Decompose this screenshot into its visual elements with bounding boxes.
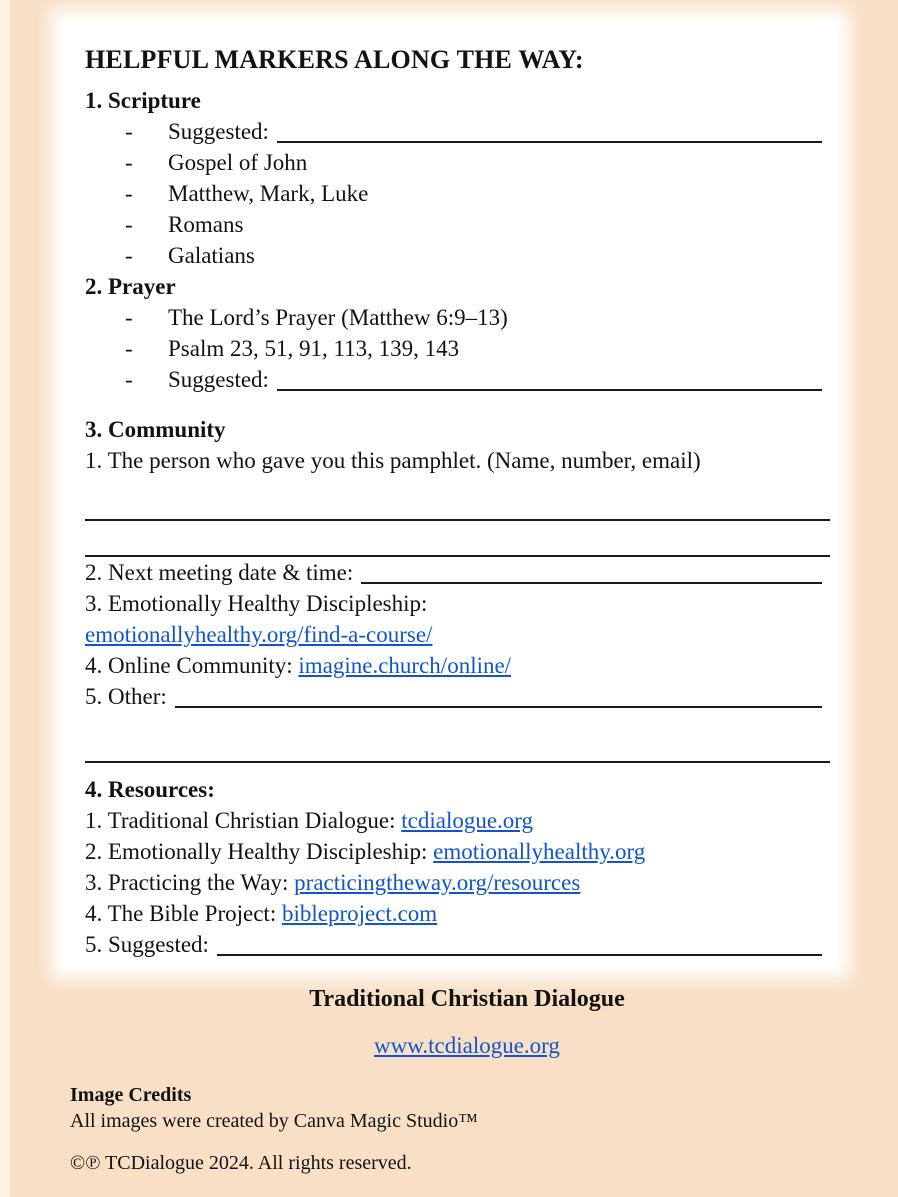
online-community-label: 4. Online Community: bbox=[85, 653, 293, 678]
page-title: HELPFUL MARKERS ALONG THE WAY: bbox=[85, 45, 584, 74]
list-item bbox=[85, 209, 822, 240]
resource-label: 3. Practicing the Way: bbox=[85, 870, 289, 895]
section-heading-community: 3. Community bbox=[85, 417, 226, 442]
list-item bbox=[85, 178, 822, 209]
emotionallyhealthy-course-link[interactable]: emotionallyhealthy.org/find-a-course/ bbox=[85, 622, 433, 647]
dash-bullet: - bbox=[125, 305, 133, 330]
dash-bullet: - bbox=[125, 181, 133, 206]
list-item bbox=[85, 240, 822, 271]
dash-bullet: - bbox=[125, 367, 133, 392]
write-in-line bbox=[175, 681, 822, 708]
write-in-line bbox=[361, 557, 822, 584]
resource-label: 4. The Bible Project: bbox=[85, 901, 277, 926]
section-heading-resources: 4. Resources: bbox=[85, 777, 215, 802]
community-item-5 bbox=[85, 681, 822, 712]
copyright-text: ©℗ TCDialogue 2024. All rights reserved. bbox=[70, 1152, 412, 1174]
bibleproject-link[interactable]: bibleproject.com bbox=[281, 901, 438, 926]
write-in-line bbox=[217, 929, 822, 956]
resource-item-2 bbox=[85, 836, 822, 867]
suggested-label: 5. Suggested: bbox=[85, 932, 209, 957]
other-label: 5. Other: bbox=[85, 684, 167, 709]
section-heading-scripture: 1. Scripture bbox=[85, 88, 201, 113]
write-in-line bbox=[85, 488, 830, 521]
write-in-line bbox=[277, 364, 822, 391]
resource-label: 2. Emotionally Healthy Discipleship: bbox=[85, 839, 428, 864]
section-heading-prayer: 2. Prayer bbox=[85, 274, 176, 299]
community-item-4 bbox=[85, 650, 822, 681]
resource-item-4 bbox=[85, 898, 822, 929]
dash-bullet: - bbox=[125, 212, 133, 237]
community-item-1: 1. The person who gave you this pamphlet. (Name, number, email) bbox=[85, 448, 701, 473]
resource-item-5 bbox=[85, 929, 822, 960]
list-item bbox=[85, 147, 822, 178]
list-item bbox=[85, 333, 822, 364]
emotionallyhealthy-link[interactable]: emotionallyhealthy.org bbox=[433, 839, 646, 864]
imagine-church-link[interactable]: imagine.church/online/ bbox=[298, 653, 512, 678]
write-in-line bbox=[85, 730, 830, 763]
list-item-label: Gospel of John bbox=[168, 150, 308, 175]
dash-bullet: - bbox=[125, 150, 133, 175]
resource-label: 1. Traditional Christian Dialogue: bbox=[85, 808, 396, 833]
next-meeting-label: 2. Next meeting date & time: bbox=[85, 560, 354, 585]
resource-item-3 bbox=[85, 867, 822, 898]
tcdialogue-link[interactable]: tcdialogue.org bbox=[401, 808, 534, 833]
suggested-label: Suggested: bbox=[168, 367, 269, 392]
list-item-label: The Lord’s Prayer (Matthew 6:9–13) bbox=[168, 305, 508, 330]
footer bbox=[0, 984, 898, 1060]
footer-org-name: Traditional Christian Dialogue bbox=[309, 986, 625, 1012]
resource-item-1 bbox=[85, 805, 822, 836]
write-in-line bbox=[85, 524, 830, 557]
dash-bullet: - bbox=[125, 119, 133, 144]
community-item-3-link-line bbox=[85, 619, 822, 650]
suggested-label: Suggested: bbox=[168, 119, 269, 144]
list-item bbox=[85, 302, 822, 333]
image-credits-heading: Image Credits bbox=[70, 1084, 192, 1106]
list-item-suggested-prayer bbox=[85, 364, 822, 395]
list-item-label: Romans bbox=[168, 212, 244, 237]
list-item-label: Psalm 23, 51, 91, 113, 139, 143 bbox=[168, 336, 460, 361]
pamphlet-card bbox=[62, 20, 838, 968]
image-credits-text: All images were created by Canva Magic Studio™ bbox=[70, 1110, 478, 1132]
list-item-label: Galatians bbox=[168, 243, 255, 268]
write-in-line bbox=[277, 116, 822, 143]
dash-bullet: - bbox=[125, 336, 133, 361]
practicingtheway-link[interactable]: practicingtheway.org/resources bbox=[294, 870, 581, 895]
dash-bullet: - bbox=[125, 243, 133, 268]
tcdialogue-website-link[interactable]: www.tcdialogue.org bbox=[374, 1033, 560, 1058]
list-item-label: Matthew, Mark, Luke bbox=[168, 181, 369, 206]
list-item-suggested-scripture bbox=[85, 116, 822, 147]
image-credits-block bbox=[70, 1082, 830, 1176]
community-item-2 bbox=[85, 557, 822, 588]
community-item-3: 3. Emotionally Healthy Discipleship: bbox=[85, 591, 428, 616]
